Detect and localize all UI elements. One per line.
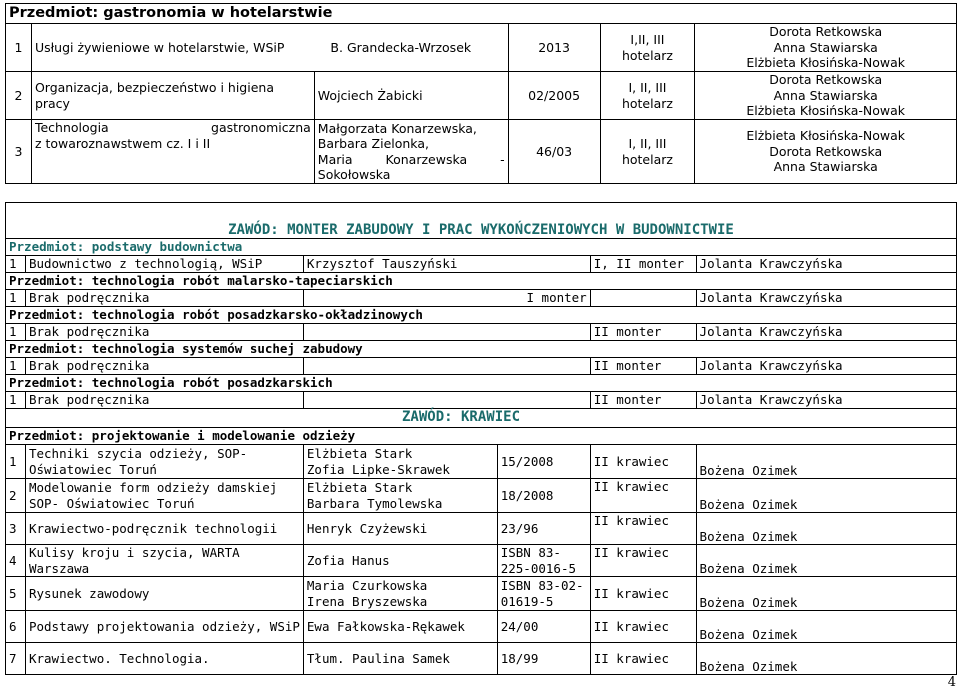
table-row — [6, 324, 957, 341]
teacher: Bożena Ozimek — [696, 513, 956, 545]
textbook-title: Krawiectwo-podręcznik technologii — [25, 513, 303, 545]
author: Krzysztof Tauszyński — [303, 256, 590, 273]
author: Wojciech Żabicki — [314, 72, 508, 120]
textbook-title: Brak podręcznika — [25, 290, 303, 307]
row-number: 2 — [6, 479, 26, 513]
class-level: II monter — [590, 324, 696, 341]
table-row — [6, 358, 957, 375]
subject-heading: Przedmiot: technologia robót malarsko-tapeciarskich — [6, 273, 957, 290]
row-number: 1 — [6, 392, 26, 409]
author: Zofia Hanus — [303, 545, 497, 577]
row-number: 7 — [6, 643, 26, 675]
approval-number: 46/03 — [508, 120, 600, 184]
row-number: 1 — [6, 445, 26, 479]
textbook-title: Modelowanie form odzieży damskiej SOP- Oświatowiec Toruń — [25, 479, 303, 513]
author: Małgorzata Konarzewska, Barbara Zielonka, Maria Konarzewska - Sokołowska — [314, 120, 508, 184]
teacher: Jolanta Krawczyńska — [696, 392, 956, 409]
subject-heading: Przedmiot: technologia robót posadzkarsko-okładzinowych — [6, 307, 957, 324]
table-row — [6, 545, 957, 577]
author: Maria Czurkowska Irena Bryszewska — [303, 577, 497, 611]
teacher: Jolanta Krawczyńska — [696, 290, 956, 307]
table-row — [6, 577, 957, 611]
author: B. Grandecka-Wrzosek — [330, 39, 472, 55]
table-row — [6, 513, 957, 545]
teacher: Bożena Ozimek — [696, 577, 956, 611]
table-row — [6, 290, 957, 307]
row-number: 1 — [6, 24, 32, 72]
textbook-title: Kulisy kroju i szycia, WARTA Warszawa — [25, 545, 303, 577]
class-level: II krawiec — [590, 445, 696, 479]
class-level: II krawiec — [590, 545, 696, 577]
table-row — [6, 120, 957, 184]
textbook-title: Brak podręcznika — [25, 358, 303, 375]
class-level: I, II, III hotelarz — [600, 72, 695, 120]
author: Ewa Fałkowska-Rękawek — [303, 611, 497, 643]
class-level: II krawiec — [590, 643, 696, 675]
teachers: Elżbieta Kłosińska-Nowak Dorota Retkowska Anna Stawiarska — [695, 120, 957, 184]
author: Elżbieta Stark Barbara Tymolewska — [303, 479, 497, 513]
table-row — [6, 643, 957, 675]
row-number: 1 — [6, 324, 26, 341]
class-level: II monter — [590, 392, 696, 409]
subject-heading: Przedmiot: projektowanie i modelowanie odzieży — [6, 428, 957, 445]
teacher: Bożena Ozimek — [696, 479, 956, 513]
row-number: 5 — [6, 577, 26, 611]
table-row — [6, 479, 957, 513]
approval-number: 02/2005 — [508, 72, 600, 120]
textbook-title: Technologia gastronomiczna z towaroznawstwem cz. I i II — [31, 120, 314, 184]
row-number: 3 — [6, 120, 32, 184]
textbook-title: Budownictwo z technologią, WSiP — [25, 256, 303, 273]
table-row — [6, 445, 957, 479]
approval-number: 18/99 — [497, 643, 590, 675]
table-row — [6, 392, 957, 409]
approval-number: 15/2008 — [497, 445, 590, 479]
subject-heading: Przedmiot: podstawy budownictwa — [6, 239, 957, 256]
class-level: I, II monter — [590, 256, 696, 273]
approval-number: ISBN 83- 225-0016-5 — [497, 545, 590, 577]
profession-heading: ZAWÓD: KRAWIEC — [6, 409, 957, 428]
profession-heading: ZAWÓD: MONTER ZABUDOWY I PRAC WYKOŃCZENIOWYCH W BUDOWNICTWIE — [6, 203, 957, 239]
class-level: II krawiec — [590, 513, 696, 545]
vocational-table — [5, 202, 957, 675]
row-number: 1 — [6, 358, 26, 375]
class-level: II krawiec — [590, 577, 696, 611]
table-row — [6, 72, 957, 120]
row-number: 6 — [6, 611, 26, 643]
class-level: II krawiec — [590, 479, 696, 513]
teachers: Dorota Retkowska Anna Stawiarska Elżbieta Kłosińska-Nowak — [695, 24, 957, 72]
table-row — [6, 256, 957, 273]
textbook-title: Podstawy projektowania odzieży, WSiP — [25, 611, 303, 643]
author: Elżbieta Stark Zofia Lipke-Skrawek — [303, 445, 497, 479]
teacher: Jolanta Krawczyńska — [696, 358, 956, 375]
class-level: I, II, III hotelarz — [600, 120, 695, 184]
approval-number: ISBN 83-02- 01619-5 — [497, 577, 590, 611]
page-number: 4 — [947, 675, 956, 690]
teacher: Jolanta Krawczyńska — [696, 324, 956, 341]
author: Henryk Czyżewski — [303, 513, 497, 545]
teacher: Bożena Ozimek — [696, 643, 956, 675]
subject-heading: Przedmiot: technologia systemów suchej zabudowy — [6, 341, 957, 358]
textbook-title: Organizacja, bezpieczeństwo i higiena pracy — [31, 72, 314, 120]
table-row — [6, 611, 957, 643]
approval-number: 24/00 — [497, 611, 590, 643]
teachers: Dorota Retkowska Anna Stawiarska Elżbieta Kłosińska-Nowak — [695, 72, 957, 120]
teacher: Jolanta Krawczyńska — [696, 256, 956, 273]
approval-number: 2013 — [508, 24, 600, 72]
class-level: II krawiec — [590, 611, 696, 643]
row-number: 2 — [6, 72, 32, 120]
textbook-title: Krawiectwo. Technologia. — [25, 643, 303, 675]
gastronomy-table — [5, 3, 957, 184]
table-row — [6, 24, 957, 72]
class-level: I,II, III hotelarz — [600, 24, 695, 72]
teacher: Bożena Ozimek — [696, 611, 956, 643]
textbook-title: Usługi żywieniowe w hotelarstwie, WSiP B. Grandecka-Wrzosek — [31, 24, 508, 72]
class-level: II monter — [590, 358, 696, 375]
row-number: 3 — [6, 513, 26, 545]
teacher: Bożena Ozimek — [696, 445, 956, 479]
textbook-title: Techniki szycia odzieży, SOP- Oświatowiec Toruń — [25, 445, 303, 479]
approval-number: 23/96 — [497, 513, 590, 545]
approval-number: 18/2008 — [497, 479, 590, 513]
textbook-title: Rysunek zawodowy — [25, 577, 303, 611]
subject-heading: Przedmiot: technologia robót posadzkarskich — [6, 375, 957, 392]
subject-heading: Przedmiot: gastronomia w hotelarstwie — [6, 4, 957, 24]
teacher: Bożena Ozimek — [696, 545, 956, 577]
author: Tłum. Paulina Samek — [303, 643, 497, 675]
textbook-title: Brak podręcznika — [25, 392, 303, 409]
row-number: 4 — [6, 545, 26, 577]
row-number: 1 — [6, 290, 26, 307]
textbook-title: Brak podręcznika — [25, 324, 303, 341]
class-level: I monter — [303, 290, 590, 307]
row-number: 1 — [6, 256, 26, 273]
